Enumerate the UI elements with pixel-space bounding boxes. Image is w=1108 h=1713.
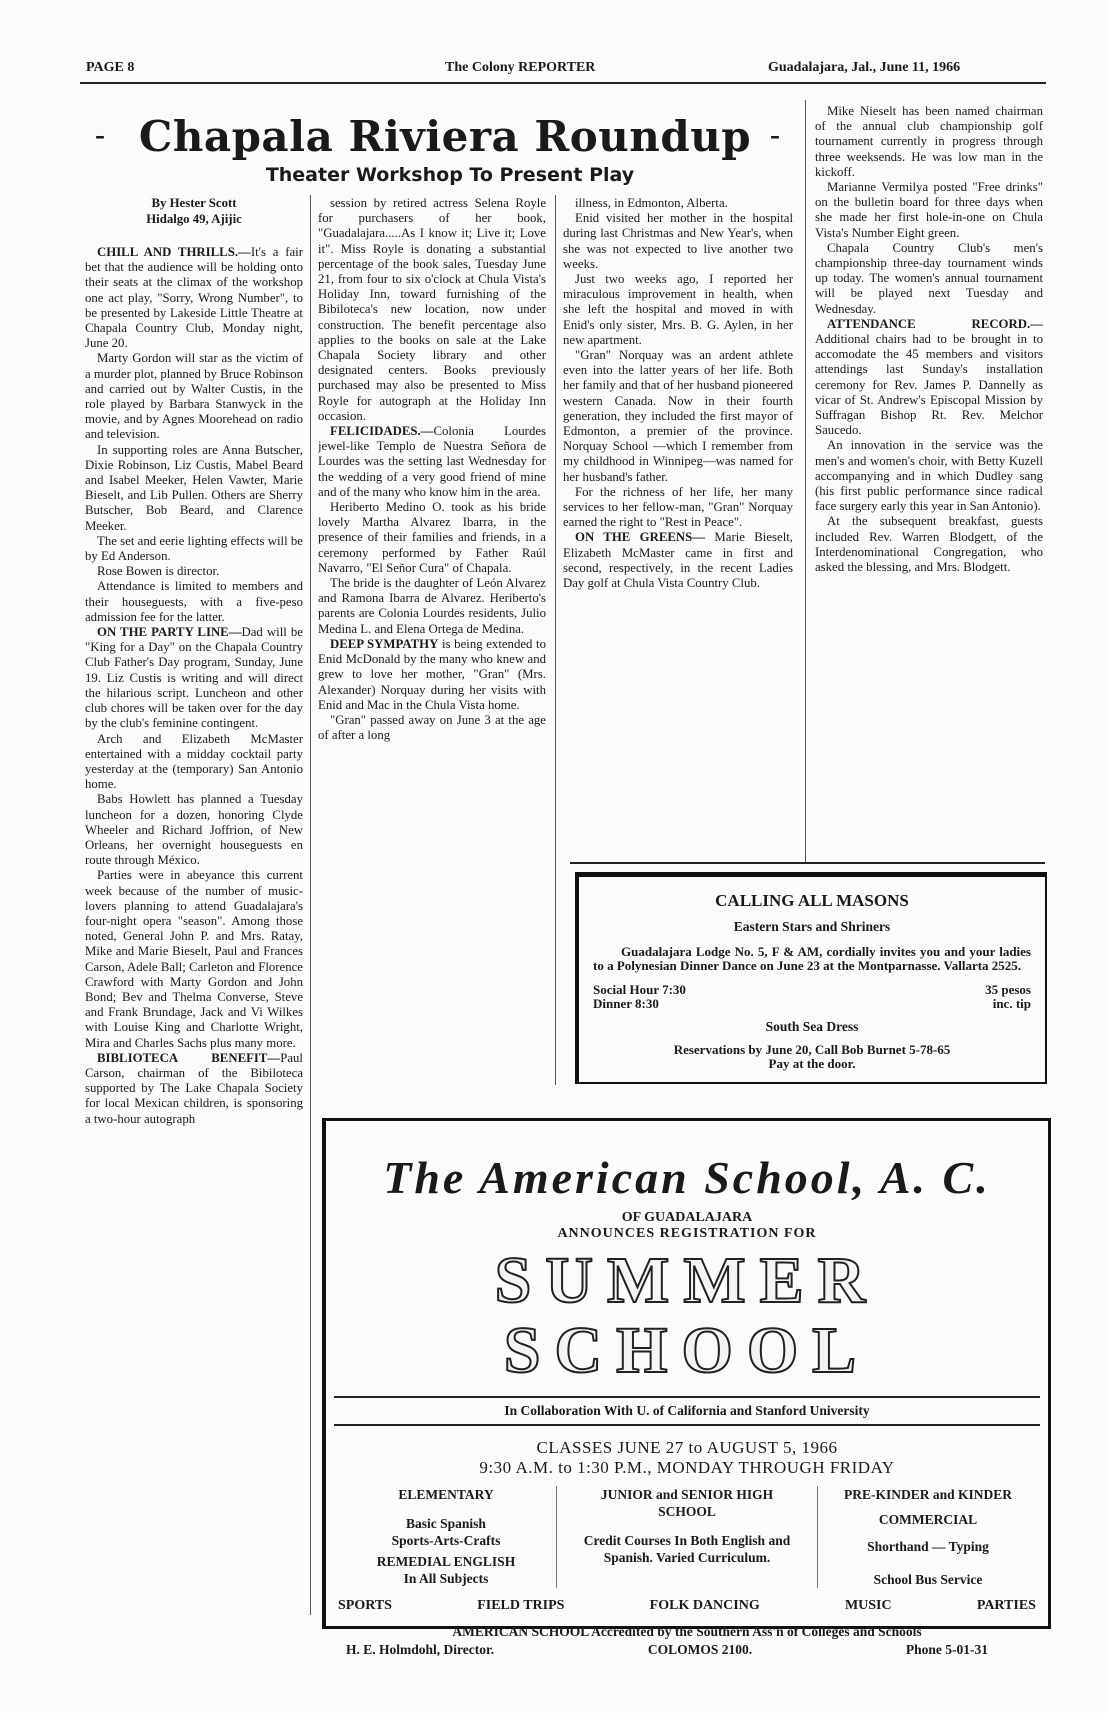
headline: Chapala Riviera Roundup	[138, 112, 752, 161]
announcement: ANNOUNCES REGISTRATION FOR	[557, 1226, 817, 1241]
ad-title: CALLING ALL MASONS	[715, 891, 909, 910]
program-item: In All Subjects	[403, 1571, 489, 1586]
paragraph-text: Arch and Elizabeth McMaster entertained with a midday cocktail party yesterday at the (temporary) San Antonio home.	[85, 731, 303, 792]
program-item: Basic Spanish	[406, 1516, 486, 1531]
divider	[334, 1396, 1040, 1398]
paragraph-lead: CHILL AND THRILLS.—	[97, 245, 251, 259]
paragraph-text: Chapala Country Club's men's championship three-day tournament winds up today. The women's annual tournament will be played next Tuesday and Wednesday.	[815, 240, 1043, 316]
paragraph-text: Enid visited her mother in the hospital during last Christmas and New Year's, when she was not expected to live another two weeks.	[563, 211, 793, 271]
paragraph-text: Marie Bieselt, Elizabeth McMaster came in first and second, respectively, in the recent Ladies Day golf at Chula Vista Country Club.	[563, 530, 793, 591]
dinner-time: Dinner 8:30	[593, 996, 659, 1011]
paragraph-lead: FELICIDADES.—	[330, 424, 434, 439]
article-paragraph	[85, 1051, 303, 1127]
paragraph-text: Marty Gordon will star as the victim of a murder plot, planned by Bruce Robinson and carried out by Walter Custis, in the role played by Barbara Stanwyck in the movie, and by Agnes Moorehead on radio and television.	[85, 351, 303, 442]
column-heading: ELEMENTARY	[398, 1487, 494, 1502]
ad-subtitle: Eastern Stars and Shriners	[733, 919, 891, 934]
dateline: Guadalajara, Jal., June 11, 1966	[768, 60, 961, 75]
article-paragraph	[85, 534, 303, 564]
article-paragraph	[85, 245, 303, 351]
activity: MUSIC	[844, 1598, 892, 1613]
paragraph-text: Attendance is limited to members and their houseguests, with a five-peso admission fee for the latter.	[85, 579, 303, 624]
paragraph-lead: DEEP SYMPATHY	[330, 636, 439, 651]
column-2	[318, 196, 546, 1091]
article-paragraphs	[563, 196, 793, 591]
program-item: School Bus Service	[873, 1572, 983, 1587]
article-paragraph	[318, 424, 546, 500]
page-number: PAGE 8	[86, 60, 135, 75]
social-hour: Social Hour 7:30	[593, 982, 686, 997]
paragraph-text: Rose Bowen is director.	[97, 564, 220, 579]
paragraph-text: is being extended to Enid McDonald by the many who knew and grew to love her mother, "Gran" (Mrs. Alexander) Norquay during her visits with Enid and Mac in the Chula Vista home.	[318, 636, 546, 712]
article-paragraph	[318, 576, 546, 637]
activity: PARTIES	[976, 1598, 1036, 1613]
section-rule	[570, 862, 1045, 864]
paragraph-text: The bride is the daughter of León Alvarez and Ramona Ibarra de Alvarez. Heriberto's parents are Colonia Lourdes residents, Julio Medina L. and Elena Ortega de Medina.	[318, 576, 546, 636]
address: COLOMOS 2100.	[647, 1642, 753, 1657]
byline-address: Hidalgo 49, Ajijic	[146, 211, 242, 226]
paragraph-lead: ON THE PARTY LINE—	[97, 625, 242, 640]
paper-name: The Colony REPORTER	[445, 60, 596, 75]
activities-row	[338, 1598, 1036, 1614]
class-hours: 9:30 A.M. to 1:30 P.M., MONDAY THROUGH FRIDAY	[479, 1458, 895, 1477]
program-columns	[336, 1486, 1038, 1588]
paragraph-text: In supporting roles are Anna Butscher, Dixie Robinson, Liz Custis, Mabel Beard and Isabel Meeker, Helen Vawter, Marie Bieselt, and Lib Pullen. Others are Sherry Butscher, Bob Beard, and Clarence Meeker.	[85, 442, 303, 533]
kinder-column	[817, 1486, 1038, 1588]
program-item: Shorthand — Typing	[867, 1539, 989, 1554]
program-item: Credit Courses In Both English and Spanish. Varied Curriculum.	[583, 1533, 791, 1565]
article-paragraph	[563, 530, 793, 591]
paragraph-text: Paul Carson, chairman of the Bibiloteca supported by The Lake Chapala Society for local Mexican children, is sponsoring a two-hour autograph	[85, 1050, 303, 1126]
paragraph-text: Mike Nieselt has been named chairman of the annual club championship golf tournament currently in progress through three weeksends. He was low man in the kickoff.	[815, 104, 1043, 179]
article-paragraph	[318, 713, 546, 743]
paragraph-text: "Gran" passed away on June 3 at the age of after a long	[318, 712, 546, 743]
article-paragraphs	[815, 104, 1043, 575]
subheadline: Theater Workshop To Present Play	[265, 164, 635, 186]
article-paragraph	[85, 792, 303, 868]
article-paragraph	[85, 732, 303, 793]
article-paragraph	[815, 317, 1043, 439]
paragraph-text: Marianne Vermilya posted "Free drinks" on the bulletin board for three days when she made her first hole-in-one on Chula Vista's Number Eight green.	[815, 180, 1043, 240]
paragraph-text: An innovation in the service was the men's and women's choir, with Betty Kuzell accompanying and in which Dudley sang (his first public performance since radical face surgery early this year in San Antonio).	[815, 438, 1043, 514]
summer-school-banner: SUMMER SCHOOL	[494, 1244, 880, 1387]
masons-ad	[575, 872, 1047, 1084]
column-1	[85, 196, 303, 1616]
paragraph-text: Parties were in abeyance this current week because of the number of music-lovers planning to attend Guadalajara's four-night opera "season". Among those noted, General John P. and Mrs. Ratay, Mike and Marie Bieselt, Paul and Frances Carson, Adele Ball; Carleton and Florence Crawford with Marty Gordon and John Bond; Bev and Thelma Converse, Steve and Frank Brundage, Jack and Vi Wilkes with Louise King and Charlotte Wright, Mira and Charles Sachs plus many more.	[85, 868, 303, 1050]
column-divider	[805, 100, 806, 862]
article-paragraph	[318, 637, 546, 713]
article-paragraph	[815, 241, 1043, 317]
program-item: REMEDIAL ENGLISH	[376, 1554, 516, 1569]
article-paragraph	[85, 443, 303, 534]
paragraph-lead: ON THE GREENS—	[575, 530, 706, 545]
paragraph-text: Heriberto Medino O. took as his bride lovely Martha Alvarez Ibarra, in the presence of their families and friends, in a ceremony performed by Father Raúl Navarro, "El Señor Cura" of Chapala.	[318, 500, 546, 575]
paragraph-text: The set and eerie lighting effects will be by Ed Anderson.	[85, 533, 303, 564]
article-paragraph	[815, 514, 1043, 575]
paragraph-text: "Gran" Norquay was an ardent athlete even into the latter years of her life. Both her family and that of her husband pioneered western Canada. Now in their fourth generation, they included the first mayor of Edmonton, a premier of the province. Norquay School —which I remember from my childhood in Winnipeg—was named for her husband's father.	[563, 348, 793, 484]
director: H. E. Holmdohl, Director.	[346, 1642, 495, 1657]
byline-name: By Hester Scott	[151, 196, 237, 210]
masthead-rule	[80, 82, 1046, 84]
ad-body: Guadalajara Lodge No. 5, F & AM, cordially invites you and your ladies to a Polynesian Dinner Dance on June 23 at the Montparnasse. Vallarta 2525.	[593, 944, 1031, 973]
byline	[85, 196, 303, 227]
article-paragraph	[85, 868, 303, 1050]
article-paragraph	[85, 579, 303, 625]
article-paragraphs	[318, 196, 546, 743]
paragraph-lead: ATTENDANCE RECORD.—	[827, 316, 1043, 331]
reservations: Reservations by June 20, Call Bob Burnet 5-78-65	[673, 1042, 951, 1057]
school-title: The American School, A. C.	[383, 1152, 991, 1203]
article-paragraph	[563, 211, 793, 272]
paragraph-text: It's a fair bet that the audience will be holding onto their seats at the climax of the workshop one act play, "Sorry, Wrong Number", to be presented by Lakeside Little Theatre at Chapala Country Club, Monday night, June 20.	[85, 245, 303, 351]
high-school-column	[556, 1486, 817, 1588]
article-paragraph	[563, 485, 793, 531]
activity: FOLK DANCING	[649, 1598, 760, 1613]
article-paragraph	[85, 351, 303, 442]
article-paragraph	[815, 104, 1043, 180]
column-3	[563, 196, 793, 856]
column-divider	[310, 195, 311, 1615]
american-school-ad	[322, 1118, 1051, 1657]
article-paragraphs	[85, 245, 303, 1127]
paragraph-text: Dad will be "King for a Day" on the Chapala Country Club Father's Day program, Sunday, June 19. Liz Custis is writing and will direct the hilarious script. Luncheon and other club chores will be taken over for the day by the club's feminine contingent.	[85, 625, 303, 731]
headline-dash: -	[770, 118, 780, 151]
collaboration: In Collaboration With U. of California and Stanford University	[504, 1403, 870, 1418]
column-heading: JUNIOR and SENIOR HIGH SCHOOL	[600, 1487, 774, 1519]
paragraph-text: Colonia Lourdes jewel-like Templo de Nuestra Señora de Lourdes was the setting last Wednesday for the wedding of a very good friend of mine and of the many who know him in the area.	[318, 424, 546, 499]
dress-code: South Sea Dress	[765, 1019, 859, 1034]
paragraph-text: For the richness of her life, her many services to her fellow-man, "Gran" Norquay earned the right to "Rest in Peace".	[563, 484, 793, 530]
article-paragraph	[815, 180, 1043, 241]
headline-dash: -	[95, 118, 105, 151]
contact-row	[346, 1642, 988, 1658]
article-paragraph	[85, 625, 303, 731]
paragraph-text: illness, in Edmonton, Alberta.	[575, 196, 728, 210]
activity: SPORTS	[338, 1598, 392, 1613]
article-paragraph	[85, 564, 303, 579]
phone: Phone 5-01-31	[905, 1642, 988, 1657]
payment-note: Pay at the door.	[768, 1056, 856, 1071]
article-paragraph	[815, 438, 1043, 514]
article-paragraph	[563, 196, 793, 211]
divider	[334, 1424, 1040, 1426]
price-note: inc. tip	[992, 996, 1031, 1011]
accreditation: AMERICAN SCHOOL Accredited by the Southern Ass'n of Colleges and Schools	[452, 1624, 922, 1639]
column-heading: PRE-KINDER and KINDER	[843, 1487, 1013, 1502]
activity: FIELD TRIPS	[477, 1598, 565, 1613]
school-city: OF GUADALAJARA	[621, 1210, 753, 1225]
paragraph-text: At the subsequent breakfast, guests included Rev. Warren Blodgett, of the Interdenominational Congregation, who asked the blessing, and Mrs. Blodgett.	[815, 514, 1043, 575]
paragraph-text: Additional chairs had to be brought in to accomodate the 45 members and visitors attendings last Sunday's installation ceremony for Rev. James P. Dannelly as vicar of St. Andrew's Episcopal Mission by Suffragan Bishop Rt. Rev. Melchor Saucedo.	[815, 332, 1043, 438]
column-divider	[555, 195, 556, 1085]
price: 35 pesos	[985, 982, 1031, 997]
class-dates: CLASSES JUNE 27 to AUGUST 5, 1966	[536, 1438, 838, 1457]
paragraph-text: Just two weeks ago, I reported her miraculous improvement in health, when she left the hospital and moved in with Enid's only sister, Mrs. B. G. Aylen, in her new apartment.	[563, 272, 793, 347]
program-item: COMMERCIAL	[878, 1512, 978, 1527]
program-item: Sports-Arts-Crafts	[391, 1533, 501, 1548]
article-paragraph	[318, 196, 546, 424]
elementary-column	[336, 1486, 556, 1588]
paragraph-text: Babs Howlett has planned a Tuesday luncheon for a dozen, honoring Clyde Wheeler and Richard Joffrion, of New Orleans, her overnight houseguests en route through México.	[85, 792, 303, 868]
article-paragraph	[563, 272, 793, 348]
paragraph-text: session by retired actress Selena Royle for purchasers of her book, "Guadalajara.....As I know it; Live it; Love it". Miss Royle is donating a substantial percentage of the book sales, Tuesday June 21, from four to six o'clock at Chula Vista's Holiday Inn, toward furnishing of the Bibiloteca's new location, now under construction. The benefit percentage also applies to the books on sale at the Lake Chapala Society library and other designated centers. Books previously purchased may also be presented to Miss Royle for autograph at the Holiday Inn occasion.	[318, 196, 546, 423]
article-paragraph	[318, 500, 546, 576]
article-paragraph	[563, 348, 793, 485]
column-4	[815, 104, 1043, 864]
paragraph-lead: BIBLIOTECA BENEFIT—	[97, 1050, 281, 1065]
